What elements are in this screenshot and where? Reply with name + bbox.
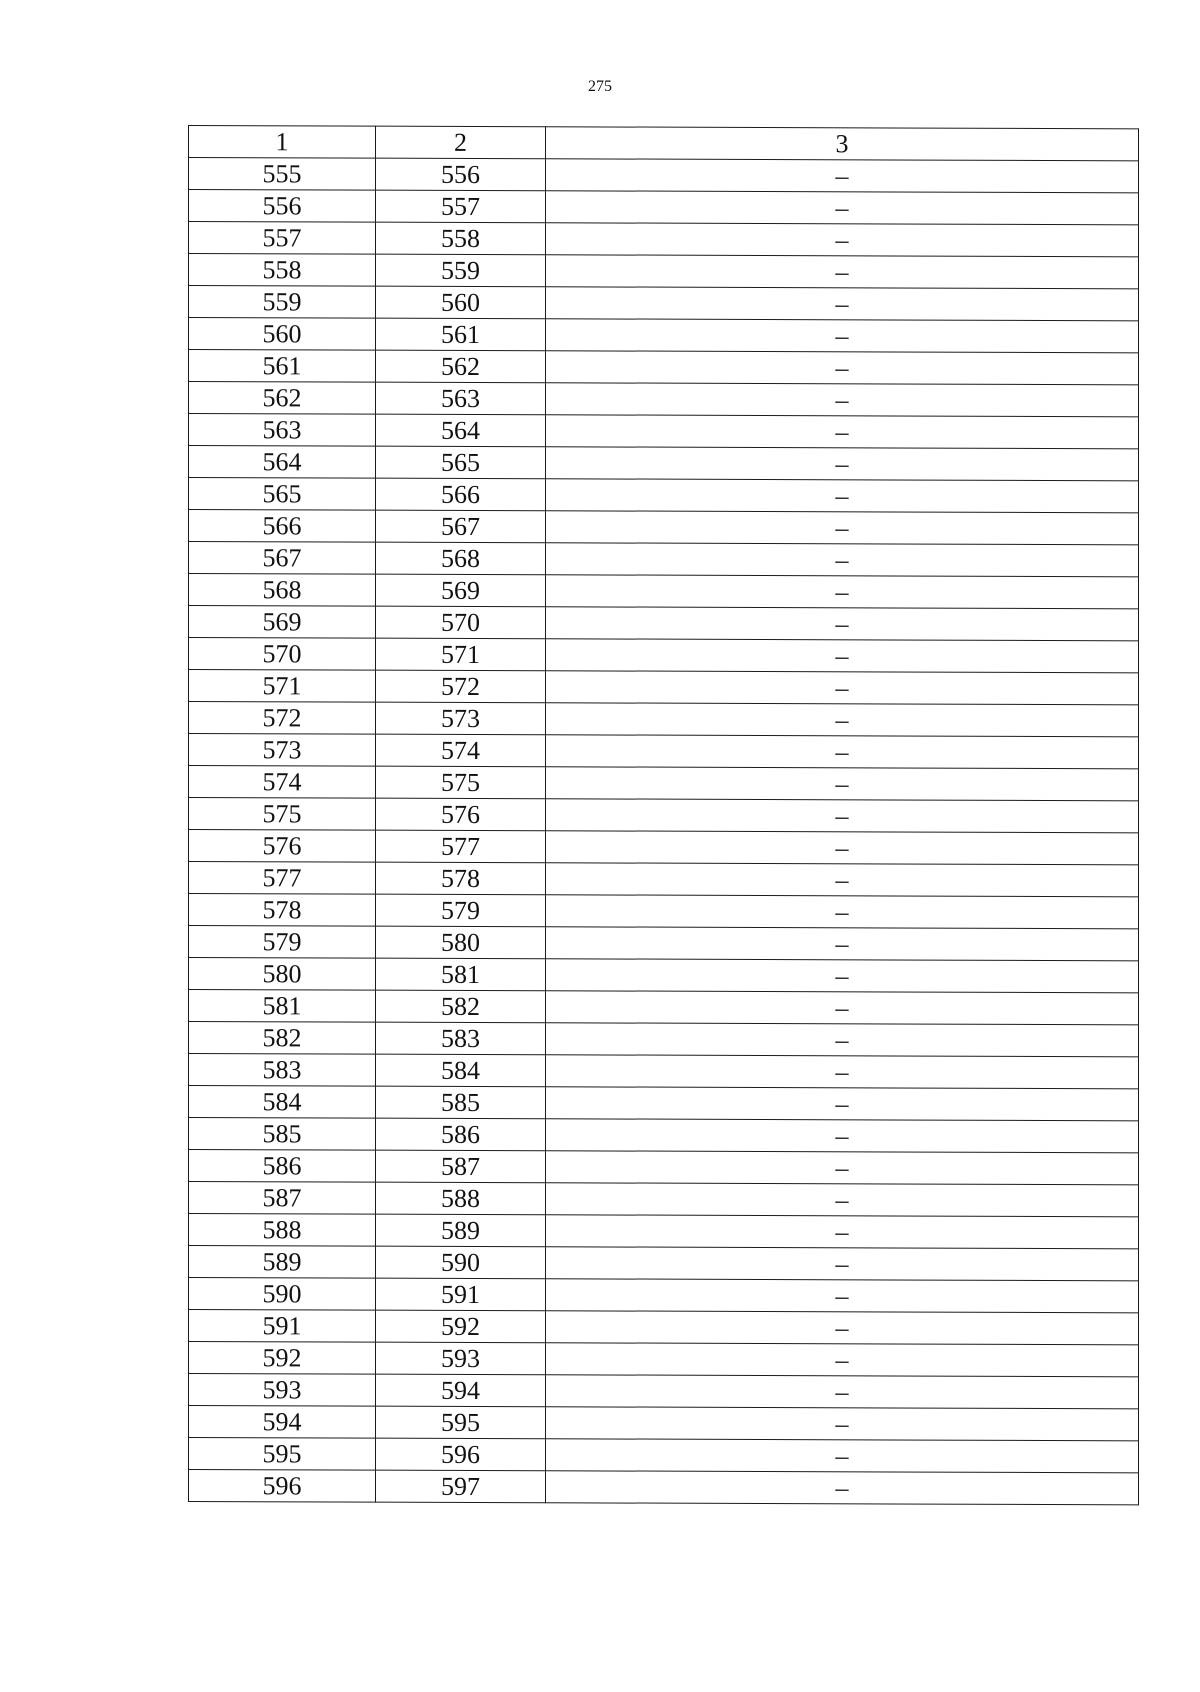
table-row [189, 1054, 1139, 1089]
table-row [189, 1278, 1139, 1313]
table-cell-col-3: – [546, 1343, 1139, 1377]
table-cell-col-1: 587 [189, 1182, 376, 1215]
table-row [189, 1118, 1139, 1153]
table-cell-col-3: – [546, 575, 1139, 609]
table-cell-col-1: 576 [189, 830, 376, 863]
table-row [189, 990, 1139, 1025]
table-cell-col-3: – [546, 223, 1139, 257]
table-cell-col-1: 564 [189, 446, 376, 479]
table-cell-col-2: 575 [376, 766, 546, 799]
column-header-1: 1 [189, 126, 376, 159]
table-cell-col-1: 569 [189, 606, 376, 639]
table-cell-col-1: 561 [189, 350, 376, 383]
table-cell-col-1: 578 [189, 894, 376, 927]
table-row [189, 1406, 1139, 1441]
table-cell-col-1: 584 [189, 1086, 376, 1119]
table-cell-col-1: 586 [189, 1150, 376, 1183]
table-cell-col-3: – [546, 511, 1139, 545]
table-row [189, 1374, 1139, 1409]
table-cell-col-1: 585 [189, 1118, 376, 1151]
table-cell-col-2: 561 [376, 318, 546, 351]
table-cell-col-1: 589 [189, 1246, 376, 1279]
table-cell-col-3: – [546, 799, 1139, 833]
table-cell-col-1: 559 [189, 286, 376, 319]
table-cell-col-1: 557 [189, 222, 376, 255]
table-cell-col-1: 555 [189, 158, 376, 191]
table-cell-col-2: 585 [376, 1086, 546, 1119]
table-cell-col-2: 558 [376, 222, 546, 255]
table-cell-col-3: – [546, 671, 1139, 705]
table-cell-col-2: 593 [376, 1342, 546, 1375]
table-cell-col-2: 557 [376, 190, 546, 223]
table-header-row [189, 126, 1139, 161]
table-row [189, 638, 1139, 673]
table-row [189, 798, 1139, 833]
table-cell-col-2: 596 [376, 1438, 546, 1471]
column-header-2: 2 [376, 126, 546, 159]
table-cell-col-3: – [546, 863, 1139, 897]
table-cell-col-3: – [546, 991, 1139, 1025]
table-cell-col-1: 567 [189, 542, 376, 575]
table-cell-col-2: 566 [376, 478, 546, 511]
table-cell-col-2: 559 [376, 254, 546, 287]
table-cell-col-3: – [546, 895, 1139, 929]
table-cell-col-2: 591 [376, 1278, 546, 1311]
table-cell-col-2: 564 [376, 414, 546, 447]
table-cell-col-3: – [546, 831, 1139, 865]
table-cell-col-2: 595 [376, 1406, 546, 1439]
table-cell-col-2: 587 [376, 1150, 546, 1183]
table-cell-col-3: – [546, 1183, 1139, 1217]
table-cell-col-3: – [546, 927, 1139, 961]
table-row [189, 222, 1139, 257]
table-row [189, 1438, 1139, 1473]
table-cell-col-3: – [546, 639, 1139, 673]
table-cell-col-3: – [546, 415, 1139, 449]
table-row [189, 894, 1139, 929]
table-cell-col-3: – [546, 1375, 1139, 1409]
table-cell-col-1: 596 [189, 1470, 376, 1503]
table-cell-col-3: – [546, 159, 1139, 193]
table-cell-col-2: 579 [376, 894, 546, 927]
table-cell-col-2: 567 [376, 510, 546, 543]
table-cell-col-3: – [546, 1215, 1139, 1249]
table-cell-col-2: 586 [376, 1118, 546, 1151]
table-cell-col-1: 574 [189, 766, 376, 799]
table-cell-col-2: 582 [376, 990, 546, 1023]
column-header-3: 3 [546, 127, 1139, 161]
table-cell-col-1: 595 [189, 1438, 376, 1471]
table-row [189, 926, 1139, 961]
table-cell-col-2: 560 [376, 286, 546, 319]
table-cell-col-3: – [546, 607, 1139, 641]
table-row [189, 1022, 1139, 1057]
page-number: 275 [588, 78, 612, 95]
table-cell-col-1: 562 [189, 382, 376, 415]
table-row [189, 382, 1139, 417]
table-cell-col-3: – [546, 1407, 1139, 1441]
table-cell-col-3: – [546, 543, 1139, 577]
table-row [189, 1182, 1139, 1217]
table-row [189, 350, 1139, 385]
table-cell-col-2: 597 [376, 1470, 546, 1503]
table-cell-col-2: 569 [376, 574, 546, 607]
table-cell-col-1: 570 [189, 638, 376, 671]
table-row [189, 958, 1139, 993]
table-cell-col-2: 583 [376, 1022, 546, 1055]
table-cell-col-2: 581 [376, 958, 546, 991]
table-cell-col-3: – [546, 383, 1139, 417]
table-cell-col-2: 580 [376, 926, 546, 959]
table-cell-col-1: 590 [189, 1278, 376, 1311]
table-cell-col-2: 562 [376, 350, 546, 383]
table-cell-col-1: 566 [189, 510, 376, 543]
table-cell-col-1: 575 [189, 798, 376, 831]
table-cell-col-3: – [546, 479, 1139, 513]
table-cell-col-1: 594 [189, 1406, 376, 1439]
table-cell-col-1: 583 [189, 1054, 376, 1087]
table-row [189, 286, 1139, 321]
table-cell-col-1: 593 [189, 1374, 376, 1407]
table-cell-col-2: 571 [376, 638, 546, 671]
table-cell-col-1: 580 [189, 958, 376, 991]
table-cell-col-2: 588 [376, 1182, 546, 1215]
table-cell-col-2: 590 [376, 1246, 546, 1279]
table-cell-col-3: – [546, 287, 1139, 321]
table-row [189, 1086, 1139, 1121]
table-cell-col-2: 573 [376, 702, 546, 735]
table-cell-col-1: 579 [189, 926, 376, 959]
table-row [189, 446, 1139, 481]
table-cell-col-3: – [546, 191, 1139, 225]
table-cell-col-2: 568 [376, 542, 546, 575]
table-cell-col-3: – [546, 319, 1139, 353]
table-cell-col-2: 565 [376, 446, 546, 479]
table-row [189, 510, 1139, 545]
table-row [189, 574, 1139, 609]
table-row [189, 862, 1139, 897]
table-cell-col-2: 574 [376, 734, 546, 767]
table-cell-col-1: 558 [189, 254, 376, 287]
table-cell-col-2: 589 [376, 1214, 546, 1247]
table-cell-col-1: 560 [189, 318, 376, 351]
table-row [189, 478, 1139, 513]
table-cell-col-1: 573 [189, 734, 376, 767]
table-row [189, 1342, 1139, 1377]
table-row [189, 766, 1139, 801]
table-cell-col-1: 581 [189, 990, 376, 1023]
table-cell-col-1: 582 [189, 1022, 376, 1055]
table-cell-col-1: 571 [189, 670, 376, 703]
table-row [189, 254, 1139, 289]
table-cell-col-2: 563 [376, 382, 546, 415]
table-cell-col-3: – [546, 1087, 1139, 1121]
table-cell-col-3: – [546, 767, 1139, 801]
table-cell-col-3: – [546, 1023, 1139, 1057]
table-cell-col-2: 556 [376, 158, 546, 191]
table-cell-col-2: 578 [376, 862, 546, 895]
table-cell-col-1: 568 [189, 574, 376, 607]
table-cell-col-1: 565 [189, 478, 376, 511]
table-row [189, 830, 1139, 865]
table-cell-col-3: – [546, 1119, 1139, 1153]
table-row [189, 158, 1139, 193]
table-cell-col-3: – [546, 959, 1139, 993]
table-cell-col-2: 594 [376, 1374, 546, 1407]
table-cell-col-1: 592 [189, 1342, 376, 1375]
table-cell-col-1: 588 [189, 1214, 376, 1247]
table-header [189, 126, 1139, 161]
table-cell-col-3: – [546, 1439, 1139, 1473]
table-body [189, 158, 1139, 1505]
table-cell-col-3: – [546, 351, 1139, 385]
table-cell-col-2: 570 [376, 606, 546, 639]
table-cell-col-1: 563 [189, 414, 376, 447]
table-cell-col-3: – [546, 703, 1139, 737]
table-row [189, 1150, 1139, 1185]
table-row [189, 1470, 1139, 1505]
table-cell-col-1: 591 [189, 1310, 376, 1343]
table-cell-col-1: 577 [189, 862, 376, 895]
table-cell-col-2: 592 [376, 1310, 546, 1343]
table-cell-col-2: 577 [376, 830, 546, 863]
table-row [189, 1310, 1139, 1345]
table-cell-col-2: 576 [376, 798, 546, 831]
table-cell-col-3: – [546, 1311, 1139, 1345]
table-row [189, 606, 1139, 641]
table-cell-col-3: – [546, 735, 1139, 769]
table-cell-col-3: – [546, 447, 1139, 481]
table-row [189, 734, 1139, 769]
table-cell-col-3: – [546, 1471, 1139, 1505]
table-row [189, 190, 1139, 225]
table-cell-col-3: – [546, 255, 1139, 289]
table-cell-col-2: 572 [376, 670, 546, 703]
table-row [189, 318, 1139, 353]
table-row [189, 1214, 1139, 1249]
table-cell-col-3: – [546, 1279, 1139, 1313]
table-row [189, 542, 1139, 577]
table-row [189, 414, 1139, 449]
table-cell-col-3: – [546, 1055, 1139, 1089]
data-table [188, 125, 1139, 1505]
table-cell-col-3: – [546, 1151, 1139, 1185]
table-cell-col-2: 584 [376, 1054, 546, 1087]
table-cell-col-1: 572 [189, 702, 376, 735]
table-cell-col-3: – [546, 1247, 1139, 1281]
table-cell-col-1: 556 [189, 190, 376, 223]
table-row [189, 670, 1139, 705]
table-row [189, 702, 1139, 737]
table-row [189, 1246, 1139, 1281]
